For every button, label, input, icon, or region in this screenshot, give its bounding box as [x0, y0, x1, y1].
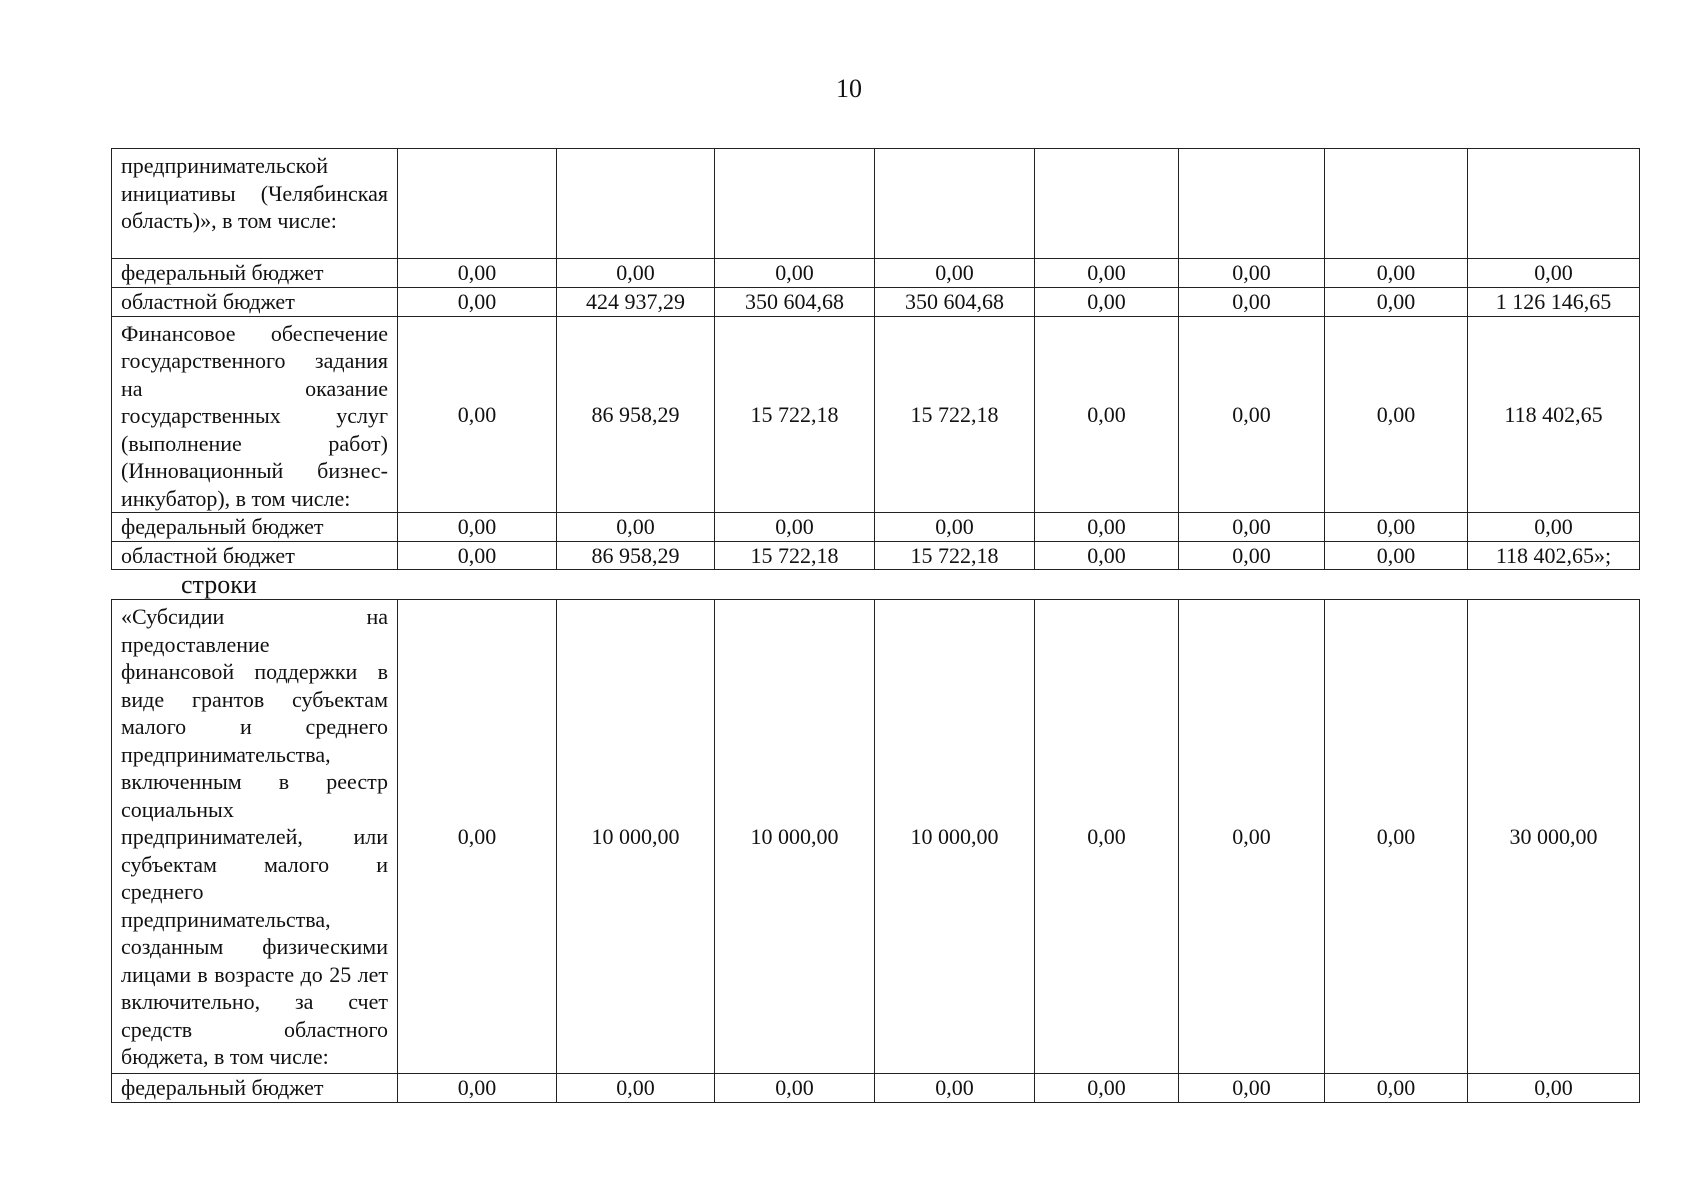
value-cell: 15 722,18 [715, 316, 875, 513]
value-cell: 1 126 146,65 [1468, 287, 1640, 316]
value-cell: 0,00 [1179, 600, 1325, 1074]
value-cell [715, 149, 875, 259]
value-cell: 0,00 [1325, 541, 1468, 570]
value-cell: 0,00 [1035, 259, 1179, 288]
value-cell: 0,00 [715, 1074, 875, 1103]
value-cell: 0,00 [1325, 1074, 1468, 1103]
value-cell: 15 722,18 [875, 541, 1035, 570]
value-cell: 86 958,29 [557, 316, 715, 513]
value-cell [398, 149, 557, 259]
value-cell: 30 000,00 [1468, 600, 1640, 1074]
value-cell: 0,00 [1325, 316, 1468, 513]
value-cell: 118 402,65»; [1468, 541, 1640, 570]
budget-table-new-rows [111, 599, 1640, 1103]
row-label: федеральный бюджет [112, 513, 398, 542]
value-cell: 86 958,29 [557, 541, 715, 570]
value-cell: 0,00 [875, 259, 1035, 288]
page-number: 10 [836, 74, 862, 103]
value-cell: 0,00 [1179, 259, 1325, 288]
value-cell: 0,00 [1035, 316, 1179, 513]
row-label: предпринимательской инициативы (Челябинская область)», в том числе: [112, 149, 398, 259]
value-cell: 0,00 [398, 259, 557, 288]
value-cell: 0,00 [1179, 316, 1325, 513]
value-cell: 0,00 [1325, 259, 1468, 288]
budget-table-continued [111, 148, 1640, 570]
value-cell: 0,00 [1179, 1074, 1325, 1103]
value-cell: 0,00 [1468, 259, 1640, 288]
value-cell: 0,00 [557, 513, 715, 542]
row-label: Финансовое обеспечение государственного задания на оказание государственных услуг (выполнение работ) (Инновационный бизнес-инкубатор), в том числе: [112, 316, 398, 513]
table-row [112, 316, 1640, 513]
value-cell: 0,00 [1035, 287, 1179, 316]
section-word-rows: строки [181, 570, 257, 599]
row-label: федеральный бюджет [112, 1074, 398, 1103]
value-cell: 424 937,29 [557, 287, 715, 316]
value-cell: 0,00 [875, 513, 1035, 542]
value-cell: 0,00 [398, 513, 557, 542]
value-cell: 0,00 [398, 1074, 557, 1103]
value-cell: 0,00 [398, 287, 557, 316]
table-row [112, 287, 1640, 316]
value-cell: 0,00 [1035, 1074, 1179, 1103]
value-cell: 0,00 [1468, 513, 1640, 542]
row-label: областной бюджет [112, 541, 398, 570]
value-cell: 0,00 [1179, 287, 1325, 316]
value-cell: 0,00 [1179, 513, 1325, 542]
table-row [112, 513, 1640, 542]
value-cell [875, 149, 1035, 259]
value-cell: 0,00 [715, 259, 875, 288]
value-cell: 15 722,18 [715, 541, 875, 570]
value-cell: 0,00 [1325, 287, 1468, 316]
value-cell [1035, 149, 1179, 259]
value-cell: 0,00 [557, 1074, 715, 1103]
value-cell [1325, 149, 1468, 259]
table-row [112, 259, 1640, 288]
value-cell: 10 000,00 [557, 600, 715, 1074]
value-cell: 0,00 [398, 600, 557, 1074]
value-cell: 0,00 [715, 513, 875, 542]
value-cell: 0,00 [875, 1074, 1035, 1103]
value-cell: 0,00 [1325, 600, 1468, 1074]
value-cell: 0,00 [1035, 513, 1179, 542]
row-label: «Субсидии на предоставление финансовой поддержки в виде грантов субъектам малого и среднего предпринимательства, включенным в реестр социальных предпринимателей, или субъектам малого и среднего предпринимательства, созданным физическими лицами в возрасте до 25 лет включительно, за счет средств областного бюджета, в том числе: [112, 600, 398, 1074]
table-row [112, 600, 1640, 1074]
row-label: федеральный бюджет [112, 259, 398, 288]
value-cell [557, 149, 715, 259]
value-cell: 0,00 [1468, 1074, 1640, 1103]
value-cell: 0,00 [1035, 541, 1179, 570]
row-label: областной бюджет [112, 287, 398, 316]
value-cell [1468, 149, 1640, 259]
value-cell: 0,00 [557, 259, 715, 288]
value-cell: 0,00 [1035, 600, 1179, 1074]
value-cell: 15 722,18 [875, 316, 1035, 513]
value-cell: 350 604,68 [715, 287, 875, 316]
table-row [112, 541, 1640, 570]
value-cell: 0,00 [398, 541, 557, 570]
table-row [112, 1074, 1640, 1103]
value-cell: 118 402,65 [1468, 316, 1640, 513]
value-cell [1179, 149, 1325, 259]
value-cell: 0,00 [1179, 541, 1325, 570]
value-cell: 0,00 [398, 316, 557, 513]
value-cell: 0,00 [1325, 513, 1468, 542]
value-cell: 10 000,00 [875, 600, 1035, 1074]
value-cell: 10 000,00 [715, 600, 875, 1074]
table-row [112, 149, 1640, 259]
value-cell: 350 604,68 [875, 287, 1035, 316]
